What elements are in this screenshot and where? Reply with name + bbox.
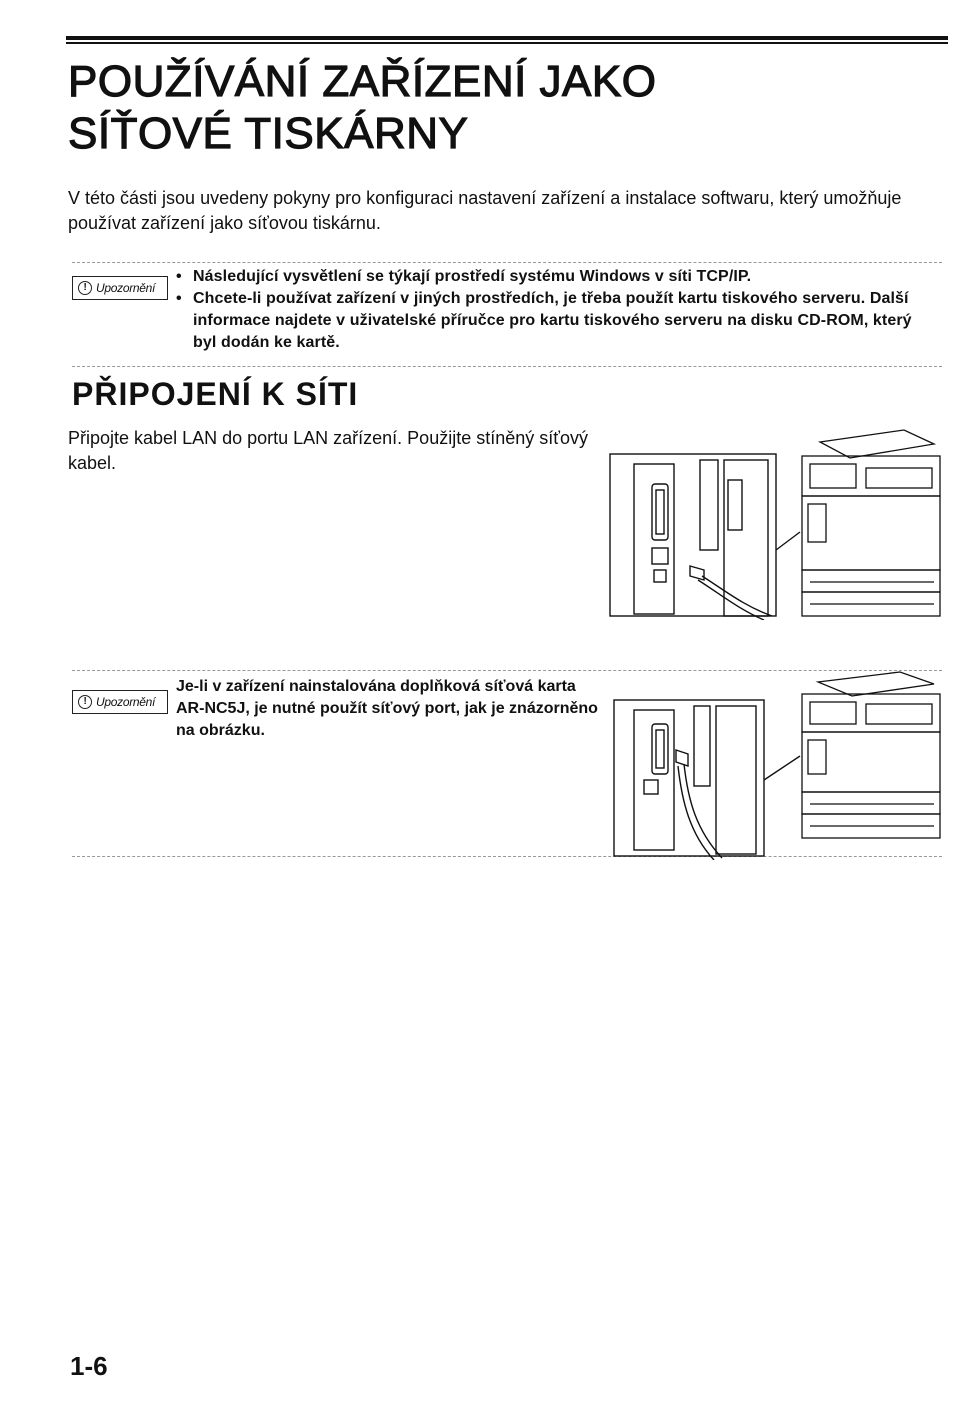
note1-bottom-divider <box>72 366 942 367</box>
note2-paragraph: Je-li v zařízení nainstalována doplňková síťová karta AR-NC5J, je nutné použít síťový port, jak je znázorněno na obrázku. <box>176 678 598 739</box>
lan-plug <box>690 566 704 580</box>
note1-list <box>176 266 936 354</box>
page-title-line-2: SÍŤOVÉ TISKÁRNY <box>68 109 469 158</box>
rear-panel-frame <box>610 454 776 616</box>
exclamation-icon: ! <box>78 695 92 709</box>
header-rule-thick <box>66 36 948 40</box>
rear-panel-frame <box>614 700 764 856</box>
section-title: PŘIPOJENÍ K SÍTI <box>72 376 359 412</box>
intro-paragraph: V této části jsou uvedeny pokyny pro konfiguraci nastavení zařízení a instalace softwaru, který umožňuje používat zařízení jako síťovou tiskárnu. <box>68 188 902 233</box>
caution-icon <box>72 690 168 714</box>
page-number: 1-6 <box>70 1351 108 1381</box>
header-rule-thin <box>66 42 948 44</box>
page-title-line-1: POUŽÍVÁNÍ ZAŘÍZENÍ JAKO <box>68 57 657 106</box>
copier-drawing <box>802 672 940 838</box>
section-paragraph: Připojte kabel LAN do portu LAN zařízení. Použijte stíněný síťový kabel. <box>68 428 589 473</box>
caution-label: Upozornění <box>96 281 156 295</box>
page-title <box>68 56 656 160</box>
lan-connection-illustration <box>604 420 944 620</box>
lan-cable <box>702 576 772 616</box>
network-card-illustration <box>604 670 944 860</box>
caution-label: Upozornění <box>96 695 156 709</box>
lan-plug <box>676 750 688 766</box>
note1-item: • Následující vysvětlení se týkají prostředí systému Windows v síti TCP/IP. <box>176 266 936 288</box>
note1-top-divider <box>72 262 942 263</box>
copier-drawing <box>802 430 940 616</box>
note1-item: • Chcete-li používat zařízení v jiných prostředích, je třeba použít kartu tiskového serveru. Další informace najdete v uživatelské příručce pro kartu tiskového serveru na disku CD-ROM, který byl dodán ke kartě. <box>176 288 936 354</box>
exclamation-icon: ! <box>78 281 92 295</box>
caution-icon <box>72 276 168 300</box>
